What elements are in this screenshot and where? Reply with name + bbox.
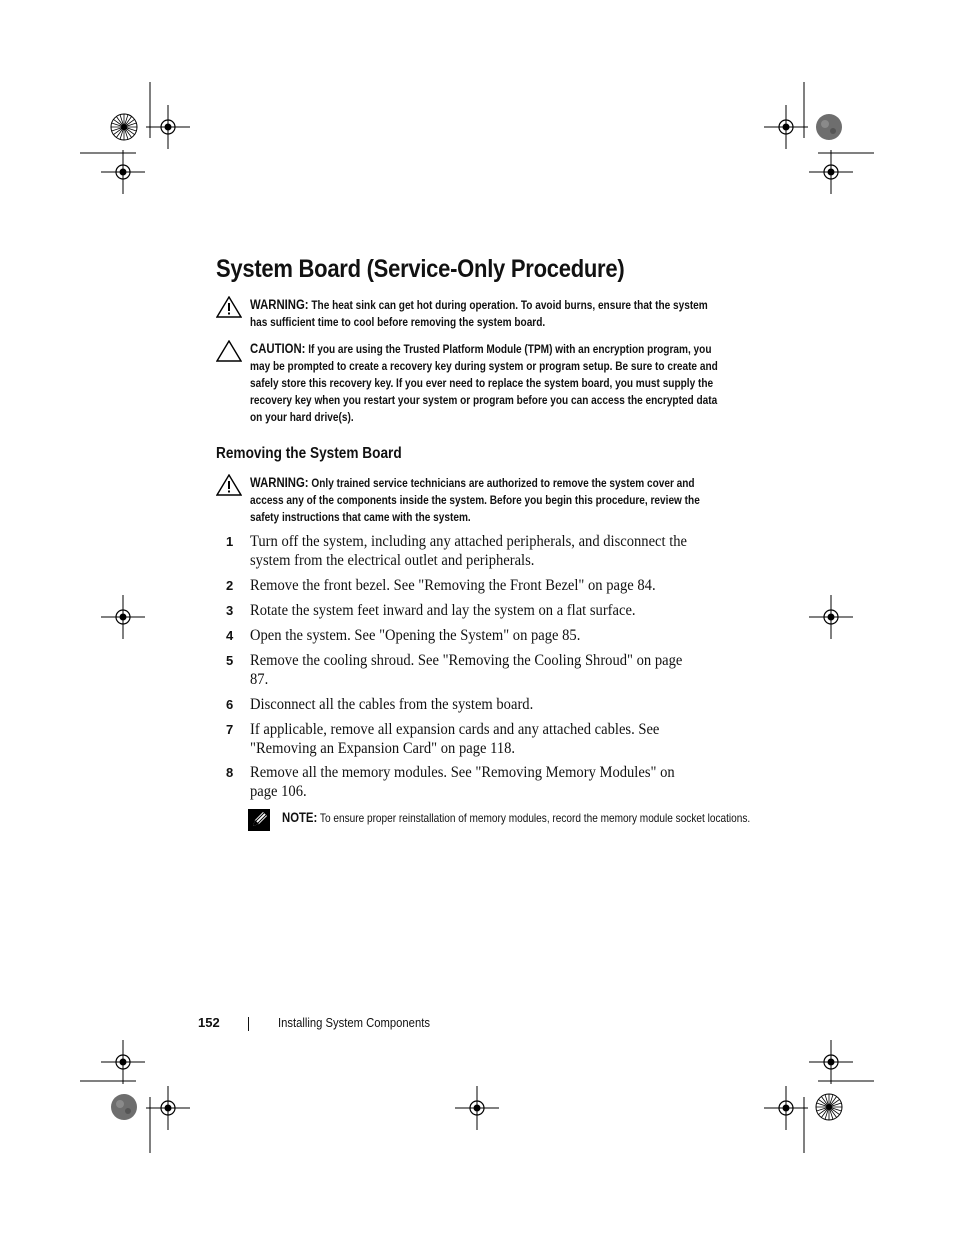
warning-label: WARNING: bbox=[250, 475, 309, 490]
page-title: System Board (Service-Only Procedure) bbox=[216, 255, 625, 283]
step-number: 8 bbox=[226, 765, 234, 780]
step-number: 5 bbox=[226, 653, 234, 668]
warning-label: WARNING: bbox=[250, 297, 309, 312]
step-number: 3 bbox=[226, 603, 234, 618]
warning-icon bbox=[216, 296, 242, 318]
step-text: Remove the cooling shroud. See "Removing the Cooling Shroud" on page 87. bbox=[250, 652, 683, 688]
divider bbox=[248, 1017, 249, 1031]
step-text: Turn off the system, including any attached peripherals, and disconnect the system from the electrical outlet and peripherals. bbox=[250, 533, 687, 569]
step-text: Rotate the system feet inward and lay the system on a flat surface. bbox=[250, 602, 636, 619]
warning-text: Only trained service technicians are authorized to remove the system cover and access any of the components inside the system. Before you begin this procedure, review the safety instructions that came with the system. bbox=[250, 476, 700, 524]
pencil-icon bbox=[248, 809, 270, 831]
note-label: NOTE: bbox=[282, 810, 318, 825]
step-text: Remove all the memory modules. See "Removing Memory Modules" on page 106. bbox=[250, 764, 675, 800]
step-text: If applicable, remove all expansion cards and any attached cables. See "Removing an Expansion Card" on page 118. bbox=[250, 721, 660, 757]
note-text: To ensure proper reinstallation of memory modules, record the memory module socket locations. bbox=[319, 811, 751, 825]
warning-icon bbox=[216, 474, 242, 496]
warning-text: The heat sink can get hot during operation. To avoid burns, ensure that the system has sufficient time to cool before removing the system board. bbox=[250, 298, 708, 329]
step-number: 2 bbox=[226, 578, 234, 593]
running-head: Installing System Components bbox=[278, 1016, 430, 1030]
step-number: 4 bbox=[226, 628, 234, 643]
step-text: Disconnect all the cables from the system board. bbox=[250, 696, 534, 713]
step-number: 7 bbox=[226, 722, 234, 737]
step-number: 1 bbox=[226, 534, 234, 549]
step-text: Open the system. See "Opening the System" on page 85. bbox=[250, 627, 581, 644]
section-title: Removing the System Board bbox=[216, 445, 402, 462]
caution-text: If you are using the Trusted Platform Module (TPM) with an encryption program, you may be prompted to create a recovery key during system or program setup. Be sure to create and safely store this recovery key. If you ever need to replace the system board, you must supply the recovery key when you restart your system or program before you can access the encrypted data on your hard drive(s). bbox=[250, 342, 718, 424]
caution-icon bbox=[216, 340, 242, 362]
page-number: 152 bbox=[198, 1015, 220, 1030]
caution-label: CAUTION: bbox=[250, 341, 306, 356]
step-text: Remove the front bezel. See "Removing the Front Bezel" on page 84. bbox=[250, 577, 656, 594]
step-number: 6 bbox=[226, 697, 234, 712]
